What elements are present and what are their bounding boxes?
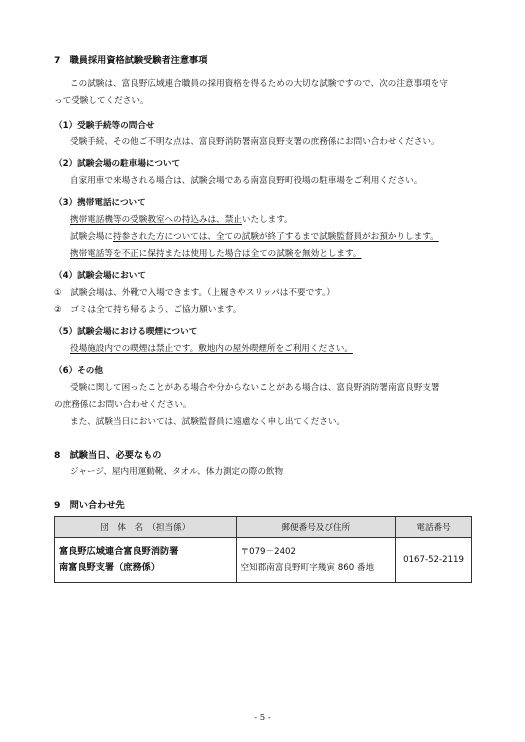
item4-title: （4）試験会場において xyxy=(54,271,146,281)
header-address: 郵便番号及び住所 xyxy=(236,517,396,538)
page-number: - 5 - xyxy=(254,713,271,723)
organization-cell xyxy=(55,538,237,583)
section-7-heading: 7 職員採用資格試験受験者注意事項 xyxy=(54,55,208,66)
item3-title: （3）携帯電話について xyxy=(54,198,146,208)
header-phone: 電話番号 xyxy=(396,517,472,538)
item3-line2-underlined: 持参された方については、全ての試験が終了するまで試験監督員がお預かりします。 xyxy=(112,232,439,242)
item4-sub1: ① 試験会場は、外靴で入場できます。（上履きやスリッパは不要です。） xyxy=(54,288,335,298)
item4-sub2: ② ゴミは全て持ち帰るよう、ご協力願います。 xyxy=(54,305,242,315)
item6-line3: また、試験当日においては、試験監督員に遠慮なく申し出てください。 xyxy=(70,417,346,427)
item1-title: （1）受験手続等の問合せ xyxy=(54,121,155,131)
item1-text: 受験手続、その他ご不明な点は、富良野消防署南富良野支署の庶務係にお問い合わせください。 xyxy=(70,137,440,147)
item3-line3: 携帯電話等を不正に保持または使用した場合は全ての試験を無効とします。 xyxy=(70,249,362,259)
address-cell xyxy=(236,538,396,583)
item6-title: （6）その他 xyxy=(54,366,103,376)
header-organization: 団 体 名 （担当係） xyxy=(55,517,237,538)
section-7-intro-line2: って受験してください。 xyxy=(54,96,149,106)
section-8-heading: 8 試験当日、必要なもの xyxy=(54,450,162,461)
address: 空知郡南富良野町字幾寅 860 番地 xyxy=(240,563,375,573)
postal-code: 〒079－2402 xyxy=(240,547,296,557)
item3-line2-pre: 試験会場に xyxy=(70,232,113,242)
item6-line1: 受験に関して困ったことがある場合や分からないことがある場合は、富良野消防署南富良野支署 xyxy=(70,383,440,393)
phone-cell: 0167-52-2119 xyxy=(396,538,472,583)
item3-line2 xyxy=(70,230,439,242)
contact-table xyxy=(54,516,472,583)
contact-table-header-row xyxy=(55,517,472,538)
section-8-text: ジャージ、屋内用運動靴、タオル、体力測定の際の飲物 xyxy=(70,467,284,477)
section-9-heading: 9 問い合わせ先 xyxy=(54,500,125,511)
item3-line1 xyxy=(70,213,293,225)
item6-line2: の庶務係にお問い合わせください。 xyxy=(54,400,192,410)
item2-text: 自家用車で来場される場合は、試験会場である南富良野町役場の駐車場をご利用ください。 xyxy=(70,176,423,186)
contact-table-row xyxy=(55,538,472,583)
organization-line2: 南富良野支署（庶務係） xyxy=(59,562,161,573)
item2-title: （2）試験会場の駐車場について xyxy=(54,159,181,169)
section-7-intro-line1: この試験は、富良野広域連合職員の採用資格を得るための大切な試験ですので、次の注意事項を守 xyxy=(70,79,448,89)
item3-line1-rest: いたします。 xyxy=(241,215,293,225)
item5-title: （5）試験会場における喫煙について xyxy=(54,327,198,337)
item3-line1-underlined: 携帯電話機等の受験教室への持込みは、禁止 xyxy=(70,215,242,225)
organization-line1: 富良野広域連合富良野消防署 xyxy=(59,546,179,557)
item5-text: 役場施設内での喫煙は禁止です。敷地内の屋外喫煙所をご利用ください。 xyxy=(70,344,353,354)
